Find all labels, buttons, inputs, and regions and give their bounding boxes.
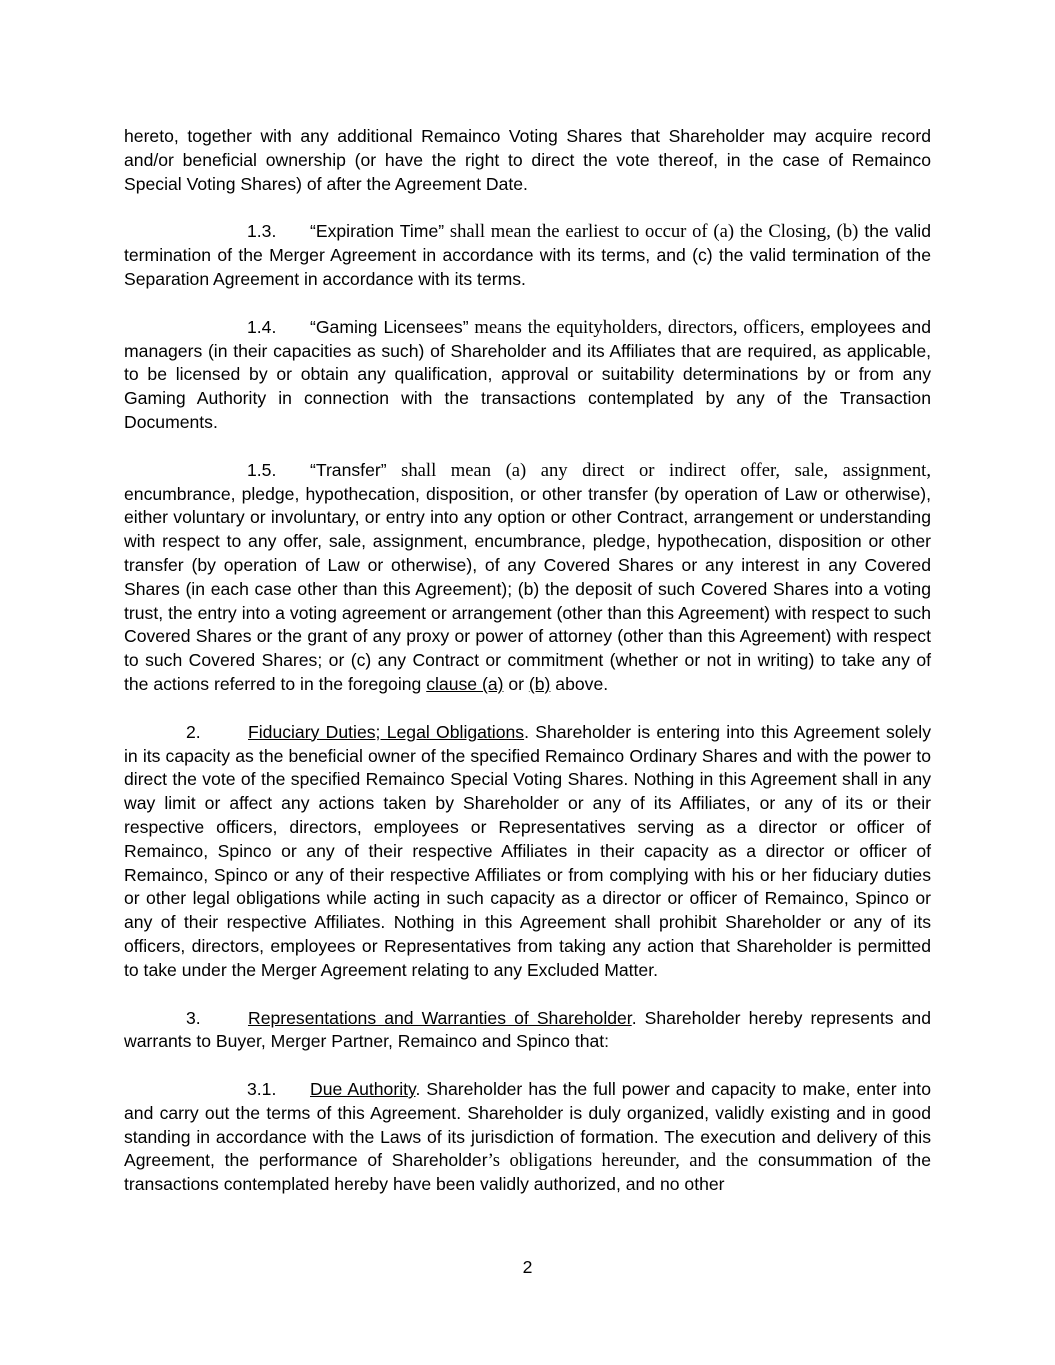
page-number: 2 (522, 1257, 533, 1277)
section-2 (124, 721, 931, 983)
clause-b-reference: (b) (528, 673, 551, 694)
section-text: . Shareholder hereby represents and warrants to Buyer, Merger Partner, Remainco and Spinco that: (124, 1007, 931, 1052)
section-1-5 (124, 459, 931, 697)
section-heading: Due Authority (310, 1079, 416, 1100)
section-3-1 (124, 1078, 931, 1197)
definition-end: above. (550, 673, 609, 694)
conjunction: or (503, 673, 529, 694)
definition-lead: shall mean the earliest to occur of (a) the Closing, (b) (444, 221, 859, 243)
section-number: 3. (186, 1007, 201, 1028)
clause-a-reference: clause (a) (426, 673, 504, 694)
defined-term: “Transfer” (310, 459, 387, 480)
section-number: 1.3. (247, 221, 277, 242)
definition-text: the valid termination of the Merger Agreement in accordance with its terms, and (c) the valid termination of the Separation Agreement in accordance with its terms. (124, 221, 932, 289)
section-text: . Shareholder has the full power and capacity to make, enter into and carry out the terms of this Agreement. Shareholder is duly organized, validly existing and in good standing in accordance with the Laws of its jurisdiction of formation. The execution and delivery of this Agreement, the performance of Shareholder (124, 1079, 931, 1171)
section-1-3 (124, 220, 931, 291)
section-number: 1.4. (247, 316, 277, 337)
section-number: 1.5. (247, 459, 277, 480)
section-1-4 (124, 316, 931, 435)
section-text-rest: consummation of the transactions contemplated hereby have been validly authorized, and no other (124, 1150, 931, 1195)
definition-lead: means the equityholders, directors, officers, (468, 316, 805, 338)
section-heading: Representations and Warranties of Shareholder (248, 1007, 632, 1028)
section-serif-text: ’s obligations hereunder, and the (487, 1150, 749, 1172)
section-heading: Fiduciary Duties; Legal Obligations (248, 721, 525, 742)
page-body (124, 125, 931, 1197)
defined-term: “Gaming Licensees” (310, 316, 469, 337)
section-number: 3.1. (247, 1079, 277, 1100)
definition-lead: shall mean (a) any direct or indirect offer, sale, assignment, (386, 459, 931, 481)
paragraph-continuation (124, 125, 931, 196)
section-number: 2. (186, 721, 201, 742)
definition-text: employees and managers (in their capacities as such) of Shareholder and its Affiliates that are required, as applicable, to be licensed by or obtain any qualification, approval or suitability determinations by or from any Gaming Authority in connection with the transactions contemplated by any of the Transaction Documents. (124, 316, 931, 432)
defined-term: “Expiration Time” (310, 221, 445, 242)
definition-text: encumbrance, pledge, hypothecation, disposition, or other transfer (by operation of Law or otherwise), either voluntary or involuntary, or entry into any option or other Contract, arrangement or understanding with respect to any offer, sale, assignment, encumbrance, pledge, hypothecation, disposition or other transfer (by operation of Law or otherwise), of any Covered Shares or any interest in any Covered Shares (in each case other than this Agreement); (b) the deposit of such Covered Shares into a voting trust, the entry into a voting agreement or arrangement (other than this Agreement) with respect to such Covered Shares or the grant of any proxy or power of attorney (other than this Agreement) with respect to such Covered Shares; or (c) any Contract or commitment (whether or not in writing) to take any of the actions referred to in the foregoing (124, 483, 931, 694)
continuation-text: hereto, together with any additional Remainco Voting Shares that Shareholder may acquire record and/or beneficial ownership (or have the right to direct the vote thereof, in the case of Remainco Special Voting Shares) of after the Agreement Date. (124, 126, 931, 194)
section-text: . Shareholder is entering into this Agreement solely in its capacity as the beneficial owner of the specified Remainco Ordinary Shares and with the power to direct the vote of the specified Remainco Special Voting Shares. Nothing in this Agreement shall in any way limit or affect any actions taken by Shareholder or any of its Affiliates, or any of its or their respective officers, directors, employees or Representatives serving as a director or officer of Remainco, Spinco or any of their respective Affiliates in their capacity as a director or officer of Remainco, Spinco or any of their respective Affiliates or from complying with his or her fiduciary duties or other legal obligations while acting in such capacity as a director or officer of Remainco, Spinco or any of their respective Affiliates. Nothing in this Agreement shall prohibit Shareholder or any of its officers, directors, employees or Representatives from taking any action that Shareholder is permitted to take under the Merger Agreement relating to any Excluded Matter. (124, 721, 931, 980)
section-3 (124, 1007, 931, 1055)
